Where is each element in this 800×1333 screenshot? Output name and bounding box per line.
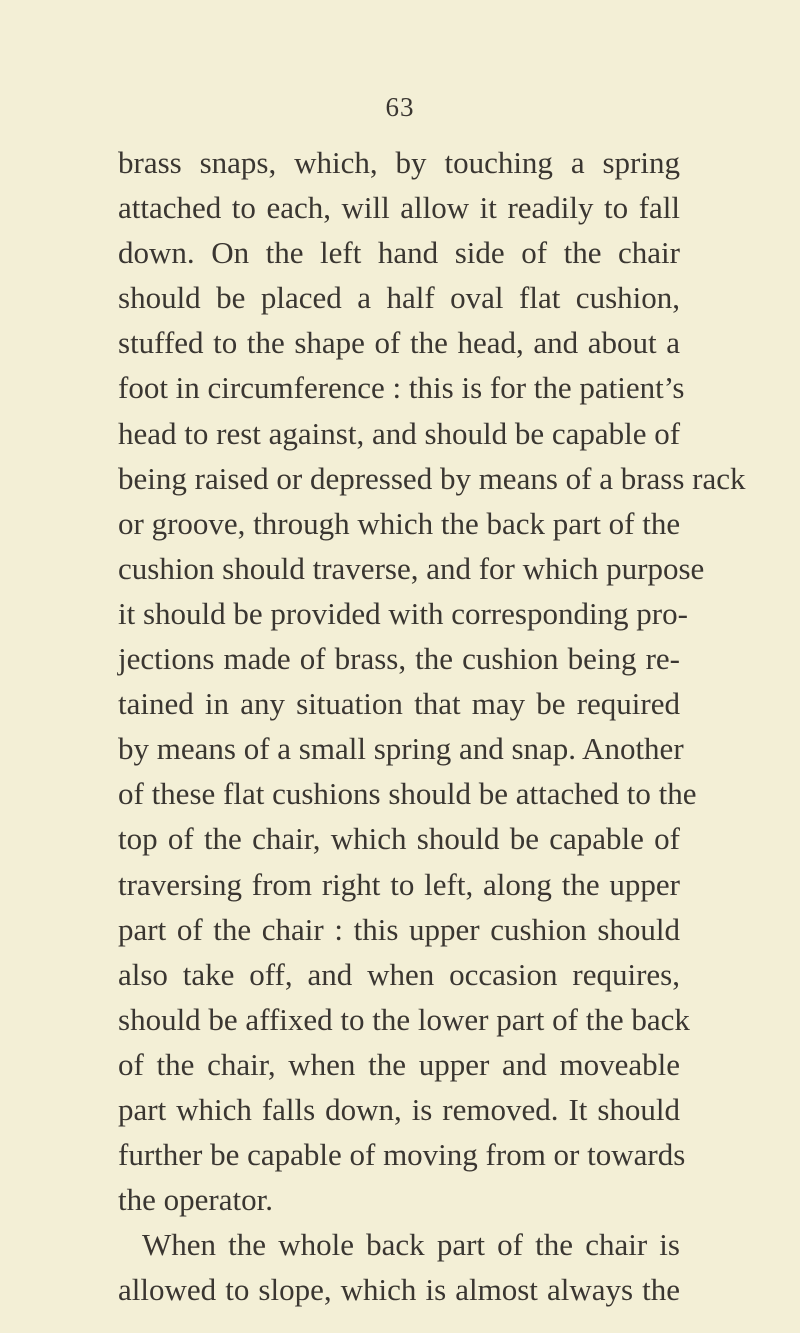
text-line: stuffed to the shape of the head, and about a: [118, 325, 680, 361]
text-line: by means of a small spring and snap. Another: [118, 731, 684, 767]
text-line: cushion should traverse, and for which purpose: [118, 550, 705, 586]
text-line: foot in circumference : this is for the patient’s: [118, 370, 685, 406]
text-line: the operator.: [118, 1182, 273, 1218]
text-line: of these flat cushions should be attached to the: [118, 776, 697, 812]
text-line: further be capable of moving from or towards: [118, 1137, 686, 1173]
text-line: allowed to slope, which is almost always the: [118, 1272, 680, 1308]
text-line: brass snaps, which, by touching a spring: [118, 145, 680, 180]
text-line: also take off, and when occasion requires,: [118, 956, 680, 992]
text-line: should be affixed to the lower part of the back: [118, 1001, 690, 1037]
text-line: tained in any situation that may be required: [118, 686, 680, 722]
text-line: down. On the left hand side of the chair: [118, 235, 680, 271]
text-line: of the chair, when the upper and moveable: [118, 1046, 680, 1082]
text-line: head to rest against, and should be capable of: [118, 415, 681, 451]
text-line: When the whole back part of the chair is: [142, 1227, 680, 1263]
text-line: or groove, through which the back part of the: [118, 505, 681, 541]
text-line: should be placed a half oval flat cushion,: [118, 280, 680, 316]
text-line: being raised or depressed by means of a brass rack: [118, 460, 746, 496]
text-line: it should be provided with corresponding pro-: [118, 595, 688, 631]
body-text: [118, 140, 746, 1312]
text-line: attached to each, will allow it readily to fall: [118, 190, 680, 226]
text-line: part which falls down, is removed. It should: [118, 1091, 680, 1127]
text-line: traversing from right to left, along the upper: [118, 866, 680, 902]
page-number: 63: [385, 92, 415, 122]
text-line: top of the chair, which should be capable of: [118, 821, 680, 857]
text-line: jections made of brass, the cushion being re-: [118, 641, 680, 677]
text-line: part of the chair : this upper cushion should: [118, 911, 680, 947]
